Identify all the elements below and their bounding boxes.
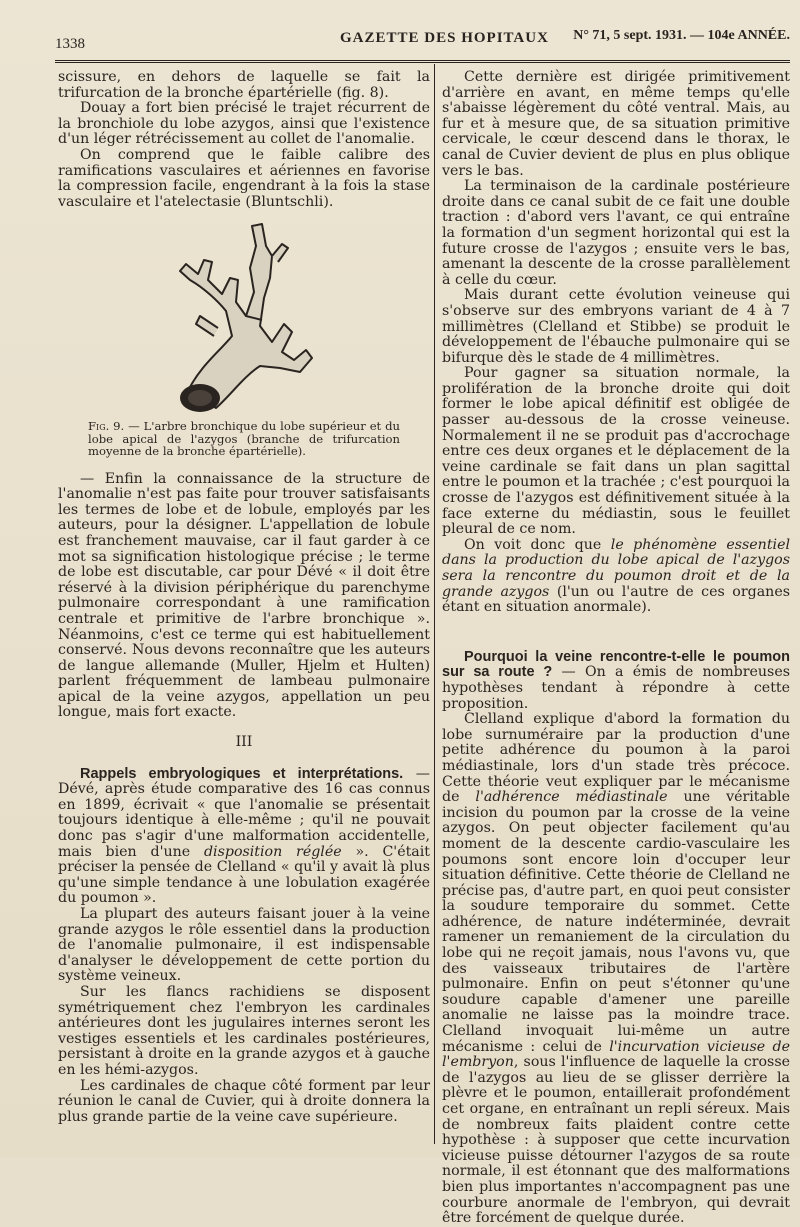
paragraph-text: , sous l'influence de laquelle la crosse de l'azygos au lieu de se glisser derrière la plèvre et le poumon, entaillerait profondément cet organe, en entraînant un repli séreux. Mais de nombreux faits plaident contre cette hypothèse : à supposer que cette incurvation vicieuse puisse détourner l'azygos de sa route normale, il est étonnant que des malformations bien plus importantes n'accompagnent pas une courbure anormale de l'embryon, qui devrait être forcément de quelque durée. [442,1054,790,1227]
paragraph-text: ». C'était préciser la pensée de Clelland « qu'il y avait là plus qu'une simple tendance à une lobulation exagérée du poumon ». [58,843,430,907]
paragraph: La terminaison de la cardinale postérieure droite dans ce canal subit de ce fait une double traction : d'abord vers l'avant, ce qui entraîne la formation d'un segment horizontal qui est la future crosse de l'azygos ; ensuite vers le bas, amenant la descente de la crosse parallèlement à celle du cœur. [442,178,790,288]
paragraph-text: On voit donc que [464,536,611,553]
paragraph: Pour gagner sa situation normale, la prolifération de la bronche droite qui doit former le lobe apical définitif est obligée de passer au-dessous de la crosse veineuse. Normalement il ne se produit pas d'accrochage entre ces deux organes et le déplacement de la veine cardinale se fait dans un plan sagittal entre le poumon et la trachée ; c'est pourquoi la crosse de l'azygos est définitivement située à la face externe du médiastin, sous le feuillet pleural de ce nom. [442,365,790,538]
emphasis: le phénomène essentiel dans la production du lobe apical de l'azygos sera la rencontre du poumon droit et de la grande azygos [442,536,790,600]
right-column [442,70,790,1227]
emphasis: l'incurvation vicieuse de l'embryon [442,1038,790,1071]
figure-caption [88,420,400,457]
paragraph: Cette dernière est dirigée primitivement d'arrière en avant, en même temps qu'elle s'abaisse légèrement du côté ventral. Mais, au fur et à mesure que, de sa situation primitive cervicale, le cœur descend dans le thorax, le canal de Cuvier devient de plus en plus oblique vers le bas. [442,69,790,179]
section-title: Rappels embryologiques et interprétations. [80,765,404,782]
bronchial-tree-figure [58,216,430,416]
page-header [55,26,790,56]
paragraph [442,650,790,712]
paragraph: Mais durant cette évolution veineuse qui s'observe sur des embryons variant de 4 à 7 millimètres (Clelland et Stibbe) se produit le développement de l'ébauche pulmonaire qui se bifurque dès le stade de 4 millimètres. [442,287,790,366]
paragraph: La plupart des auteurs faisant jouer à la veine grande azygos le rôle essentiel dans la production de l'anomalie pulmonaire, il est indispensable d'analyser le développement de cette portion du système veineux. [58,906,430,985]
paragraph-text: — Dévé, après étude comparative des 16 cas connus en 1899, écrivait « que l'anomalie se présentait toujours identique à elle-même ; qu'il ne pouvait donc pas s'agir d'une malformation accidentelle, mais bien d'une [58,765,430,860]
page-number: 1338 [55,36,85,52]
paragraph [442,712,790,1227]
section-title: Pourquoi la veine rencontre-t-elle le poumon sur sa route ? [442,648,790,681]
paragraph: Sur les flancs rachidiens se disposent symétriquement chez l'embryon les cardinales antérieures dont les jugulaires internes seront les vestiges essentiels et les cardinales postérieures, persistant à droite en la grande azygos et à gauche en les hémi-azygos. [58,983,430,1078]
paragraph: On comprend que le faible calibre des ramifications vasculaires et aériennes en favorise la compression facile, engendrant à la fois la stase vasculaire et l'atelectasie (Bluntschli). [58,146,430,210]
paragraph-text: Clelland explique d'abord la formation du lobe surnuméraire par la production d'une petite adhérence du poumon à la paroi médiastinale, lors d'un stade très précoce. Cette théorie veut expliquer par le mécanisme de [442,711,790,806]
paragraph-text: (l'un ou l'autre de ces organes étant en situation anormale). [442,583,790,616]
figure-caption-text: — L'arbre bronchique du lobe supérieur et du lobe apical de l'azygos (branche de trifurcation moyenne de la bronche épartérielle). [88,419,400,459]
paragraph: scissure, en dehors de laquelle se fait la trifurcation de la bronche épartérielle (fig. 8). [58,69,430,101]
emphasis: l'adhérence médiastinale [475,789,668,806]
paragraph [58,767,430,907]
left-column [58,70,430,1125]
paragraph-text: une véritable incision du poumon par la crosse de la veine azygos. On peut objecter facilement qu'au moment de la descente cardio-vasculaire les poumons sont encore loin d'occuper leur situation définitive. Cette théorie de Clelland ne précise pas, d'autre part, en quoi peut consister la soudure temporaire du sommet. Cette adhérence, de nature indéterminée, devrait ramener un remaniement de la circulation du lobe qui ne reçoit jamais, nous l'avons vu, que des vaisseaux tributaires de l'artère pulmonaire. Enfin on peut s'étonner qu'une soudure capable d'amener une pareille anomalie ne laisse pas la moindre trace. Clelland invoquait lui-même un autre mécanisme : celui de [442,789,790,1055]
emphasis: disposition réglée [203,843,342,860]
paragraph: — Enfin la connaissance de la structure de l'anomalie n'est pas faite pour trouver satisfaisants les termes de lobe et de lobule, employés par les auteurs, pour la désigner. L'appellation de lobule est franchement mauvaise, car il faut garder à ce mot sa signification histologique précise ; le terme de lobe est discutable, car pour Dévé « il doit être réservé à la division périphérique du parenchyme pulmonaire correspondant à une ramification centrale et primitive de l'arbre bronchique ». Néanmoins, c'est ce terme qui est habituellement conservé. Nous devons reconnaître que les auteurs de langue allemande (Muller, Hjelm et Hulten) parlent fréquemment de lambeau pulmonaire apical de la veine azygos, appellation un peu longue, mais fort exacte. [58,470,430,721]
spacer [442,616,790,630]
column-divider [434,64,435,1144]
issue-info: N° 71, 5 sept. 1931. — 104e ANNÉE. [573,28,790,43]
paragraph: Douay a fort bien précisé le trajet récurrent de la bronchiole du lobe azygos, ainsi que l'existence d'un léger rétrécissement au collet de l'anomalie. [58,100,430,148]
section-number: III [235,734,253,751]
bronchial-tree-illustration [160,216,330,416]
header-rule [55,60,790,63]
journal-title: GAZETTE DES HOPITAUX [340,30,549,46]
paragraph [442,538,790,616]
figure-label: Fig. 9. [88,419,125,434]
paragraph-text: — On a émis de nombreuses hypothèses tendant à répondre à cette proposition. [442,664,791,712]
paragraph: Les cardinales de chaque côté forment par leur réunion le canal de Cuvier, qui à droite donnera la plus grande partie de la veine cave supérieure. [58,1077,430,1125]
